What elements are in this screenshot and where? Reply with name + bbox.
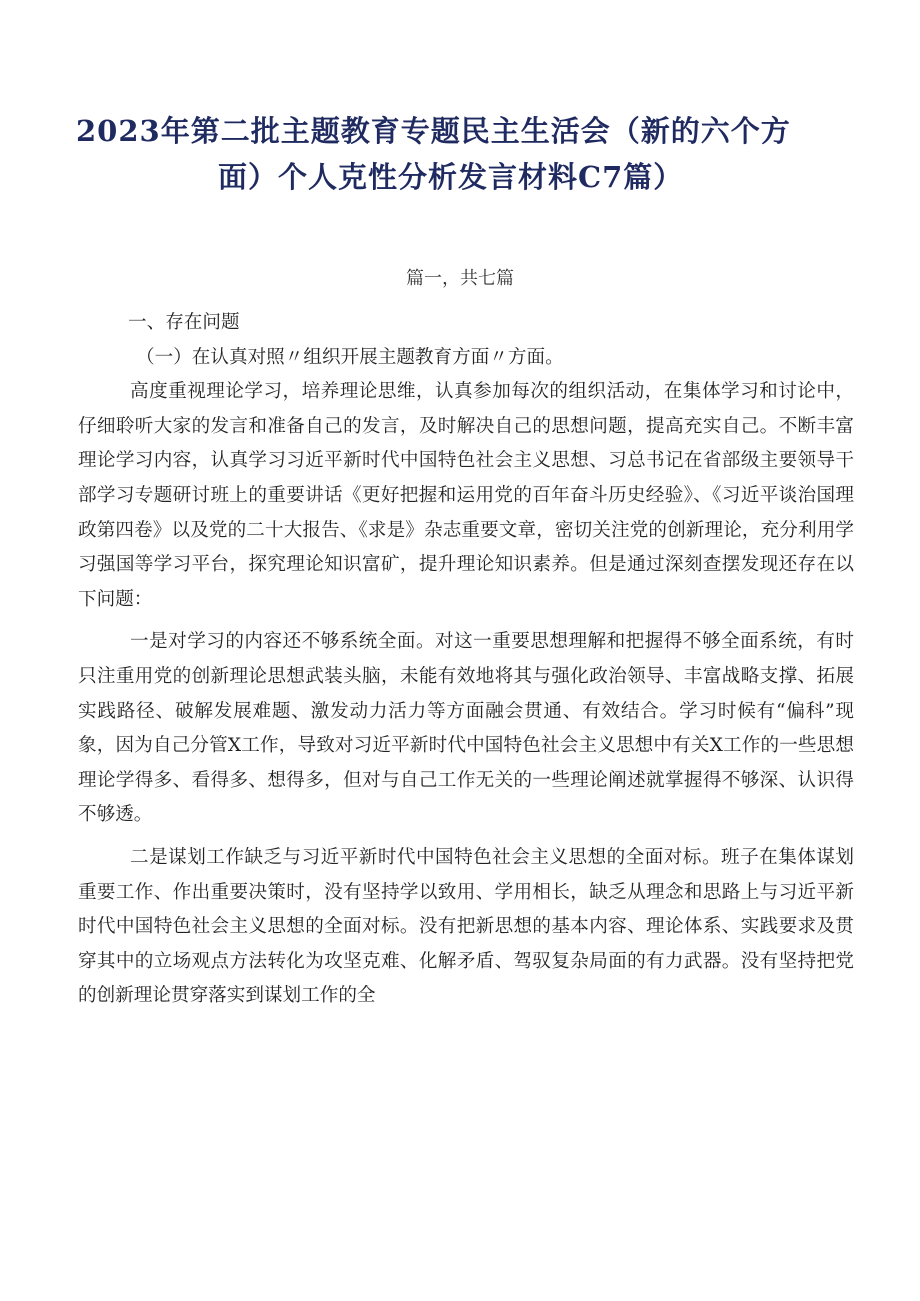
body-paragraph-2: 一是对学习的内容还不够系统全面。对这一重要思想理解和把握得不够全面系统，有时只注重用党的创新理论思想武装头脑，未能有效地将其与强化政治领导、丰富战略支撑、拓展实践路径、破解发展难题、激发动力活力等方面融会贯通、有效结合。学习时候有“偏科”现象，因为自己分管X工作，导致对习近平新时代中国特色社会主义思想中有关X工作的一些思想理论学得多、看得多、想得多，但对与自己工作无关的一些理论阐述就掌握得不够深、认识得不够透。 [78, 631, 854, 826]
section-heading: 一、存在问题 [128, 312, 240, 333]
document-body [78, 306, 854, 1014]
subsection-heading: （一）在认真对照〃组织开展主题教育方面〃方面。 [136, 346, 564, 368]
document-title-line-2: 面）个人克性分析发言材料C7篇） [218, 160, 684, 194]
body-paragraph-1: 高度重视理论学习，培养理论思维，认真参加每次的组织活动，在集体学习和讨论中，仔细聆听大家的发言和准备自己的发言，及时解决自己的思想问题，提高充实自己。不断丰富理论学习内容，认真学习习近平新时代中国特色社会主义思想、习总书记在省部级主要领导干部学习专题研讨班上的重要讲话《更好把握和运用党的百年奋斗历史经验》、《习近平谈治国理政第四卷》以及党的二十大报告、《求是》杂志重要文章，密切关注党的创新理论，充分利用学习强国等学习平台，探究理论知识富矿，提升理论知识素养。但是通过深刻查摆发现还存在以下问题： [78, 381, 854, 610]
document-title [76, 108, 836, 200]
body-paragraph-3: 二是谋划工作缺乏与习近平新时代中国特色社会主义思想的全面对标。班子在集体谋划重要工作、作出重要决策时，没有坚持学以致用、学用相长，缺乏从理念和思路上与习近平新时代中国特色社会主义思想的全面对标。没有把新思想的基本内容、理论体系、实践要求及贯穿其中的立场观点方法转化为攻坚克难、化解矛盾、驾驭复杂局面的有力武器。没有坚持把党的创新理论贯穿落实到谋划工作的全 [78, 846, 854, 1007]
article-subtitle: 篇一，共七篇 [406, 268, 514, 289]
document-title-line-1: 2023年第二批主题教育专题民主生活会（新的六个方 [76, 114, 791, 148]
